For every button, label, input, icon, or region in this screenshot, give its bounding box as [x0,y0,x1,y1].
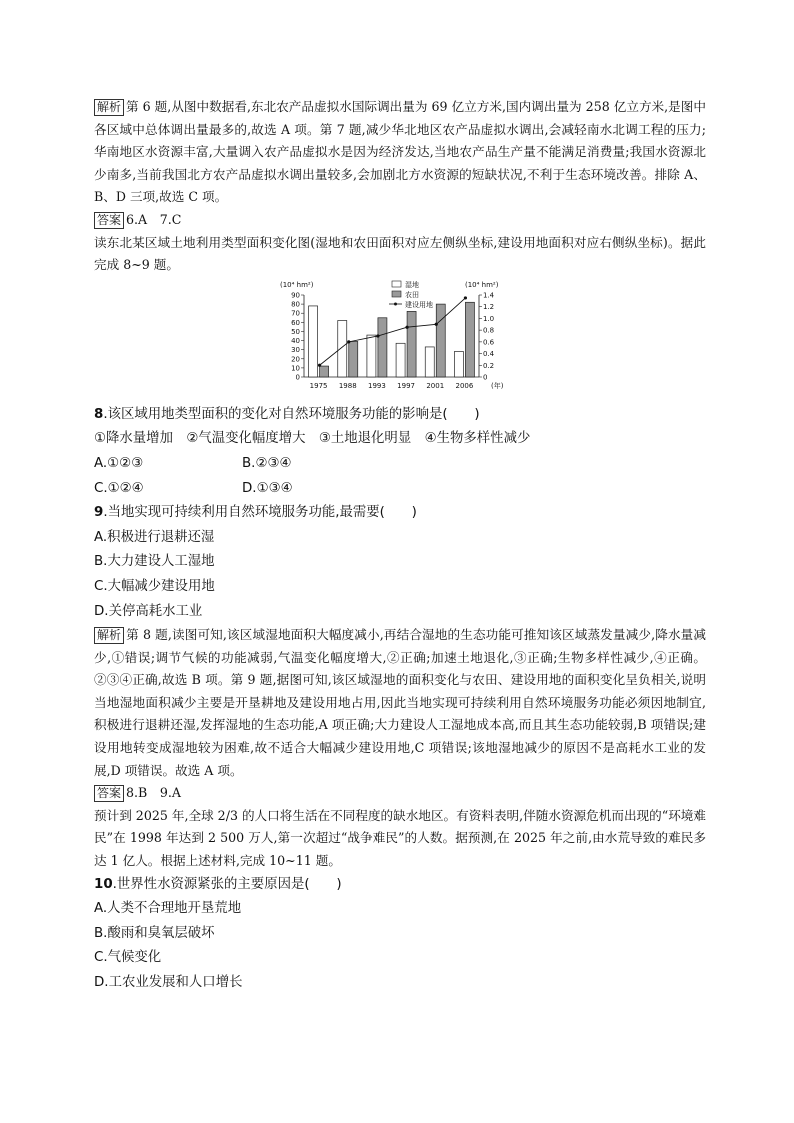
answer-6-7 [94,209,706,232]
question-number: 9 [94,505,104,521]
answer-tag: 答案 [94,785,124,802]
question-9 [94,501,706,526]
option-c[interactable]: C.大幅减少建设用地 [94,578,215,594]
legend-swatch-wetland [392,281,401,287]
question-number: 10 [94,876,113,892]
legend-swatch-farmland [392,291,401,297]
left-tick-label: 90 [291,291,300,300]
land-use-chart-svg [274,279,524,397]
left-tick-label: 40 [291,336,300,345]
right-tick-label: 0 [483,373,488,382]
left-axis-unit: (10⁴ hm²) [280,280,314,289]
left-tick-label: 60 [291,318,300,327]
bar-farmland [349,341,358,377]
option-b[interactable]: B.酸雨和臭氧层破坏 [94,925,215,941]
intro-8-9: 读东北某区域土地利用类型面积变化图(湿地和农田面积对应左侧纵坐标,建设用地面积对应右侧纵坐标)。据此完成 8~9 题。 [94,234,706,273]
left-tick-label: 20 [291,355,300,364]
question-stem: .世界性水资源紧张的主要原因是( ) [112,876,342,892]
legend-label-built-up: 建设用地 [405,300,433,309]
right-tick-label: 1.2 [483,302,495,311]
option-d[interactable]: D.①③④ [242,480,293,496]
question-8-options-row2 [94,477,706,502]
left-tick-label: 0 [295,373,300,382]
bar-farmland [465,302,474,377]
right-tick-label: 0.6 [483,338,495,347]
question-8-options-row1 [94,452,706,477]
point-built-up [347,340,350,343]
legend-label-farmland: 农田 [405,290,419,299]
x-tick-label: 1993 [368,381,386,390]
x-tick-label: 2006 [455,381,474,390]
x-tick-label: 2001 [426,381,445,390]
question-8-items: ①降水量增加 ②气温变化幅度增大 ③土地退化明显 ④生物多样性减少 [94,431,531,447]
left-tick-label: 80 [291,300,300,309]
option-b[interactable]: B.大力建设人工湿地 [94,554,215,570]
left-tick-label: 50 [291,327,300,336]
option-a[interactable]: A.积极进行退耕还湿 [94,529,215,545]
right-axis-unit: (10⁴ hm²) [465,280,499,289]
bar-farmland [378,318,387,377]
bar-wetland [396,343,405,377]
bar-farmland [407,311,416,377]
right-tick-label: 1.0 [483,314,495,323]
x-tick-label: 1988 [338,381,357,390]
x-tick-label: 1975 [309,381,328,390]
x-axis-unit: (年) [491,381,504,390]
answer-tag: 答案 [94,212,124,229]
legend-swatch-built-up-point [394,302,397,305]
point-built-up [464,296,467,299]
intro-10-11: 预计到 2025 年,全球 2/3 的人口将生活在不同程度的缺水地区。有资料表明,伴随水资源危机而出现的“环境难民”在 1998 年达到 2 500 万人,第一次超过“战争难民”的人数。据预测,在 2025 年之前,由水荒导致的难民多达 1 亿人。根据上述材料,完成 10~11 题。 [94,807,706,869]
point-built-up [435,322,438,325]
bar-wetland [338,320,347,376]
option-d[interactable]: D.工农业发展和人口增长 [94,975,243,990]
option-a[interactable]: A.人类不合理地开垦荒地 [94,901,242,917]
left-tick-label: 10 [291,364,300,373]
option-b[interactable]: B.②③④ [242,455,292,471]
left-tick-label: 30 [291,345,300,354]
answer-text: 8.B 9.A [126,785,181,801]
land-use-chart [94,279,706,397]
right-tick-label: 0.8 [483,326,495,335]
right-tick-label: 0.4 [483,349,495,358]
left-tick-label: 70 [291,309,300,318]
answer-text: 6.A 7.C [126,211,182,227]
point-built-up [376,334,379,337]
page-content [94,96,706,996]
answer-8-9 [94,782,706,805]
legend-label-wetland: 湿地 [405,280,419,289]
bar-wetland [425,347,434,377]
analysis-text: 第 8 题,读图可知,该区域湿地面积大幅度减小,再结合湿地的生态功能可推知该区域蒸发量减少,降水量减少,①错误;调节气候的功能减弱,气温变化幅度增大,②正确;加速土地退化,③正确;生物多样性减少,④正确。②③④正确,故选 B 项。第 9 题,据图可知,该区域湿地的面积变化与农田、建设用地的面积变化呈负相关,说明当地湿地面积减少主要是开垦耕地及建设用地占用,因此当地实现可持续利用自然环境服务功能必须因地制宜,积极进行退耕还湿,发挥湿地的生态功能,A 项正确;大力建设人工湿地成本高,而且其生态功能较弱,B 项错误;建设用地转变成湿地较为困难,故不适合大幅减少建设用地,C 项错误;该地湿地减少的原因不是高耗水工业的发展,D 项错误。故选 A 项。 [94,627,706,778]
x-tick-label: 1997 [397,381,415,390]
question-stem: .该区域用地类型面积的变化对自然环境服务功能的影响是( ) [103,406,480,422]
question-number: 8 [94,406,104,422]
question-10 [94,873,706,898]
analysis-tag: 解析 [94,99,124,116]
question-stem: .当地实现可持续利用自然环境服务功能,最需要( ) [103,505,417,521]
right-tick-label: 0.2 [483,361,495,370]
bar-wetland [367,335,376,377]
option-a[interactable]: A.①②③ [94,455,144,471]
point-built-up [405,325,408,328]
analysis-text: 第 6 题,从图中数据看,东北农产品虚拟水国际调出量为 69 亿立方米,国内调出量为 258 亿立方米,是图中各区域中总体调出量最多的,故选 A 项。第 7 题,减少华北地区农产品虚拟水调出,会减轻南水北调工程的压力;华南地区水资源丰富,大量调入农产品虚拟水是因为经济发达,当地农产品生产量不能满足消费量;我国水资源北少南多,当前我国北方农产品虚拟水调出量较多,会加剧北方水资源的短缺状况,不利于生态环境改善。排除 A、B、D 三项,故选 C 项。 [94,99,706,205]
question-8 [94,403,706,428]
bar-farmland [320,366,329,377]
bar-farmland [436,304,445,377]
analysis-tag: 解析 [94,627,124,644]
option-c[interactable]: C.气候变化 [94,950,162,966]
option-c[interactable]: C.①②④ [94,480,144,496]
bar-wetland [309,306,318,377]
point-built-up [318,363,321,366]
option-d[interactable]: D.关停高耗水工业 [94,603,203,619]
right-tick-label: 1.4 [483,291,495,300]
analysis-8-9 [94,624,706,782]
analysis-6-7 [94,96,706,209]
bar-wetland [454,351,463,377]
